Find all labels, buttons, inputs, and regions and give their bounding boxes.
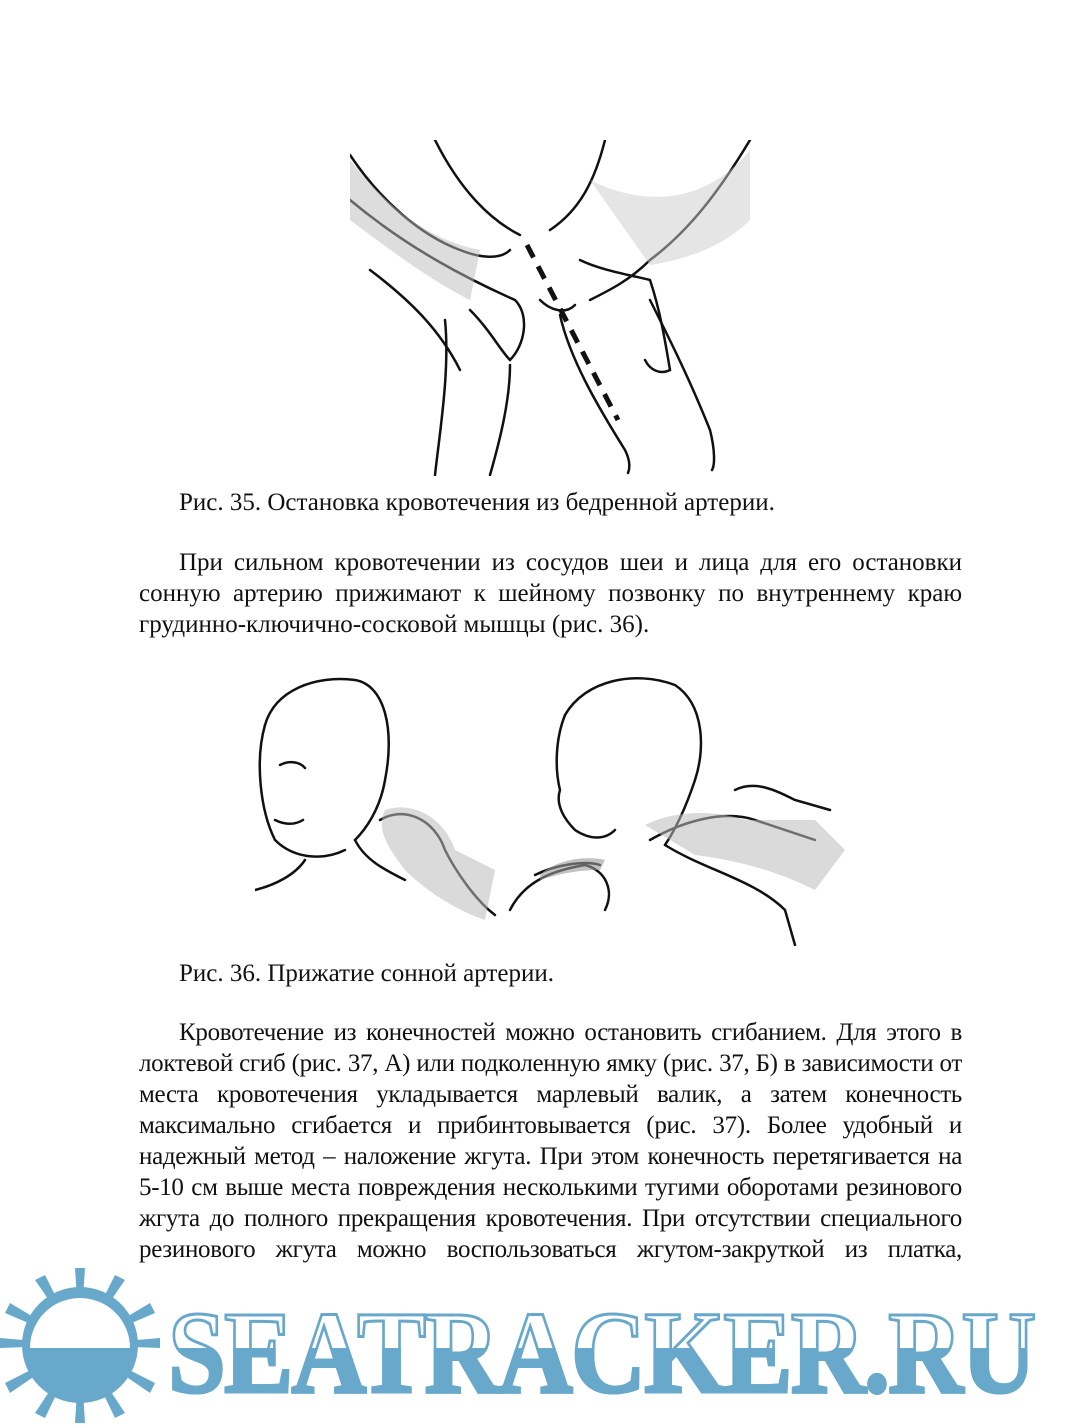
- figure-35-caption: Рис. 35. Остановка кровотечения из бедренной артерии.: [179, 489, 775, 516]
- paragraph-carotid-artery: При сильном кровотечении из сосудов шеи и лица для его остановки сонную артерию прижимают к шейному позвонку по внутреннему краю грудинно-ключично-сосковой мышцы (рис. 36).: [139, 549, 962, 638]
- figure-36-carotid-artery-illustration: [255, 670, 849, 946]
- sun-logo-icon: [0, 1268, 160, 1423]
- paragraph-limb-bleeding: Кровотечение из конечностей можно остановить сгибанием. Для этого в локтевой сгиб (рис. 37, А) или подколенную ямку (рис. 37, Б) в зависимости от места кровотечения укладывается марлевый валик, а затем конечность максимально сгибается и прибинтовывается (рис. 37). Более удобный и надежный метод – наложение жгута. При этом конечность перетягивается на 5-10 см выше места повреждения несколькими тугими оборотами резинового жгута до полного прекращения кровотечения. При отсутствии специального резинового жгута можно воспользоваться жгутом-закруткой из платка,: [139, 1019, 962, 1263]
- figure-35-femoral-artery-illustration: [350, 140, 754, 476]
- figure-36-caption: Рис. 36. Прижатие сонной артерии.: [179, 960, 554, 987]
- watermark-text: SEATRACKER.RU: [168, 1287, 1035, 1418]
